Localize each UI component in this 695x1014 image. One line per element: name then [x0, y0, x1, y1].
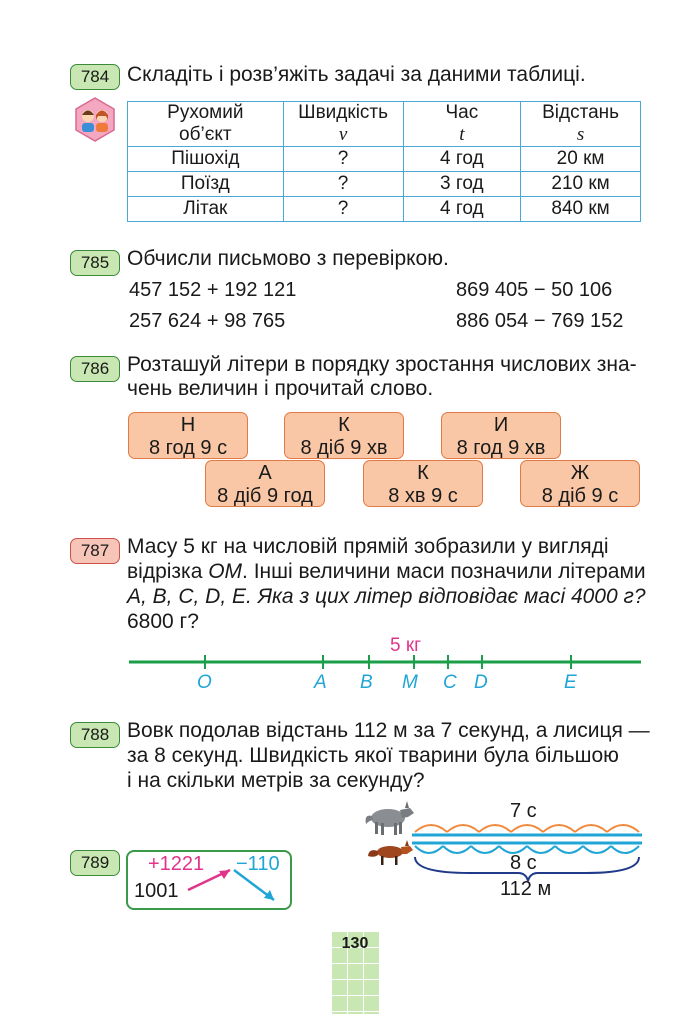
minus-operation: −110	[236, 853, 280, 875]
motion-diagram	[410, 815, 644, 885]
plus-operation: +1221	[148, 853, 205, 875]
task-788-text-line3: і на скільки метрів за секунду?	[127, 769, 425, 792]
point-label: D	[474, 672, 488, 693]
page-number: 130	[341, 935, 369, 952]
task-number-787: 787	[70, 538, 120, 564]
letter-card: К 8 діб 9 хв	[284, 412, 404, 459]
task-787-text-line2: відрізка OM. Інші величини маси позначили літерами	[127, 560, 646, 583]
expression: 457 152 + 192 121	[129, 279, 297, 301]
task-785-text: Обчисли письмово з перевіркою.	[127, 247, 449, 270]
task-number-789: 789	[70, 850, 120, 876]
pair-work-icon	[72, 96, 118, 142]
table-row: Пішохід ? 4 год 20 км	[128, 147, 641, 172]
fox-icon	[368, 836, 414, 868]
table-row: Літак ? 4 год 840 км	[128, 197, 641, 222]
point-label: M	[402, 672, 418, 693]
wolf-icon	[364, 796, 416, 838]
start-number: 1001	[134, 880, 179, 902]
task-number-786: 786	[70, 356, 120, 382]
point-label: O	[197, 672, 212, 693]
task-number-784: 784	[70, 64, 120, 90]
letter-card: Ж 8 діб 9 с	[520, 460, 640, 507]
fox-time-label: 8 с	[510, 852, 537, 874]
task-784-text: Складіть і розв’яжіть задачі за даними таблиці.	[127, 63, 586, 86]
point-label: B	[360, 672, 373, 693]
point-label: E	[564, 672, 577, 693]
expression: 886 054 − 769 152	[456, 310, 624, 332]
mass-label: 5 кг	[390, 635, 422, 656]
distance-label: 112 м	[500, 878, 552, 900]
task-number-785: 785	[70, 250, 120, 276]
point-label: A	[314, 672, 327, 693]
letter-card: К 8 хв 9 с	[363, 460, 483, 507]
chain-arrows	[186, 862, 286, 908]
wolf-time-label: 7 с	[510, 800, 537, 822]
letter-card: И 8 год 9 хв	[441, 412, 561, 459]
task-788-text-line1: Вовк подолав відстань 112 м за 7 секунд, а лисиця —	[127, 719, 650, 742]
expression: 257 624 + 98 765	[129, 310, 286, 332]
table-row: Поїзд ? 3 год 210 км	[128, 172, 641, 197]
header-object: Рухомий об’єкт	[128, 102, 284, 147]
task-786-text-line1: Розташуй літери в порядку зростання числових зна-	[127, 353, 637, 376]
header-speed: Швидкість v	[283, 102, 403, 147]
task-784-table	[127, 101, 641, 222]
number-line	[127, 650, 643, 674]
task-787-text-line3: A, B, C, D, E. Яка з цих літер відповідає масі 4000 г?	[127, 585, 646, 608]
letter-card: А 8 діб 9 год	[205, 460, 325, 507]
point-label: C	[443, 672, 457, 693]
task-786-text-line2: чень величин і прочитай слово.	[127, 377, 434, 400]
task-788-text-line2: за 8 секунд. Швидкість якої тварини була більшою	[127, 744, 619, 767]
task-787-text-line1: Масу 5 кг на числовій прямій зобразили у вигляді	[127, 535, 609, 558]
task-787-text-line4: 6800 г?	[127, 610, 199, 633]
header-time: Час t	[403, 102, 521, 147]
letter-card: Н 8 год 9 с	[128, 412, 248, 459]
header-distance: Відстань s	[521, 102, 641, 147]
expression: 869 405 − 50 106	[456, 279, 613, 301]
task-number-788: 788	[70, 722, 120, 748]
